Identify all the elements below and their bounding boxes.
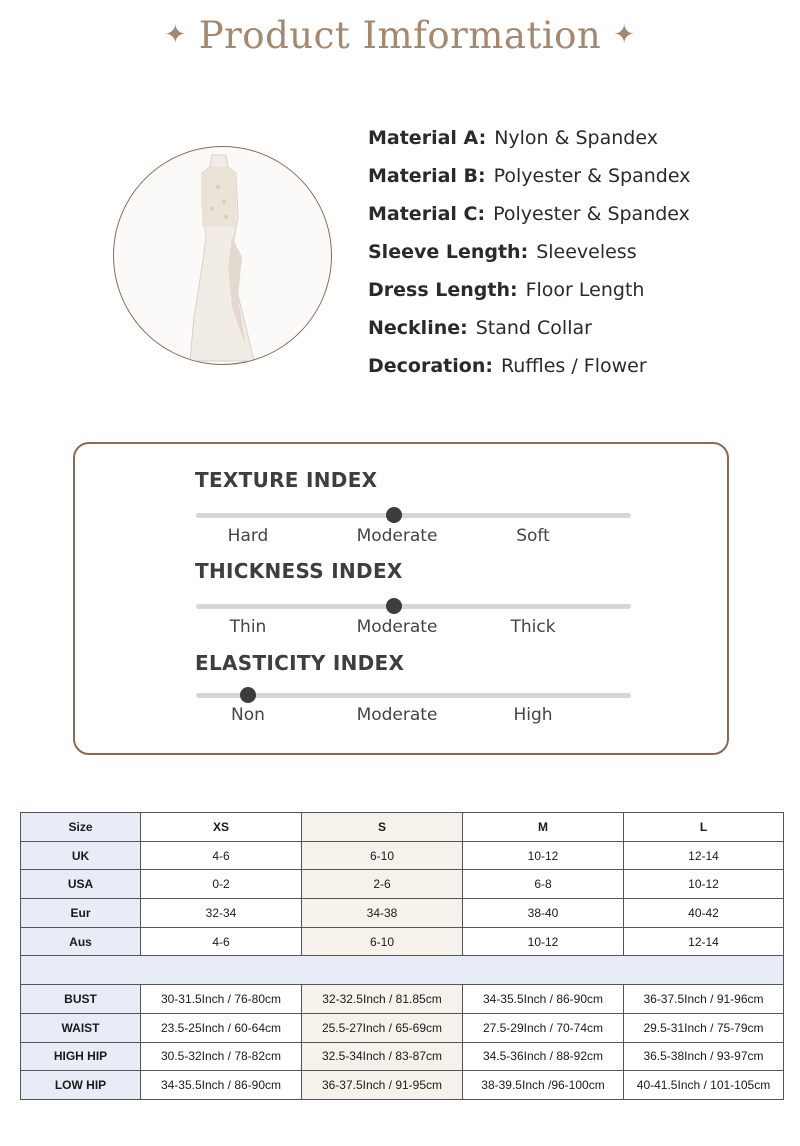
info-value: Polyester & Spandex: [493, 165, 691, 187]
table-cell: 34.5-36Inch / 88-92cm: [463, 1042, 624, 1071]
index-title: THICKNESS INDEX: [195, 559, 403, 583]
title-text: Product Imformation: [198, 14, 602, 57]
table-cell: 30.5-32Inch / 78-82cm: [141, 1042, 302, 1071]
info-value: Stand Collar: [475, 317, 592, 339]
row-header: WAIST: [21, 1013, 141, 1042]
texture-index: [195, 468, 635, 546]
table-row: [21, 899, 784, 928]
table-cell: 25.5-27Inch / 65-69cm: [302, 1013, 463, 1042]
sparkle-icon: ✦: [164, 20, 187, 50]
info-key: Dress Length:: [368, 279, 518, 301]
index-marker: [386, 598, 402, 614]
page-title: [0, 14, 800, 57]
index-label-low: Thin: [229, 617, 267, 637]
info-value: Polyester & Spandex: [493, 203, 690, 225]
info-material-c: [368, 200, 690, 238]
info-value: Floor Length: [525, 279, 645, 301]
row-header: UK: [21, 841, 141, 870]
table-cell: 10-12: [463, 927, 624, 956]
table-cell: 6-8: [463, 870, 624, 899]
index-label-high: High: [513, 705, 553, 725]
thickness-index: [195, 559, 635, 637]
table-cell: 40-41.5Inch / 101-105cm: [624, 1071, 784, 1100]
info-neckline: [368, 314, 690, 352]
index-track: [196, 693, 631, 698]
info-value: Sleeveless: [536, 241, 637, 263]
table-cell: 32.5-34Inch / 83-87cm: [302, 1042, 463, 1071]
table-cell: 23.5-25Inch / 60-64cm: [141, 1013, 302, 1042]
index-title: ELASTICITY INDEX: [195, 651, 405, 675]
table-row: [21, 1071, 784, 1100]
table-cell: 0-2: [141, 870, 302, 899]
info-key: Material A:: [368, 127, 487, 149]
index-title: TEXTURE INDEX: [195, 468, 378, 492]
index-label-low: Hard: [227, 526, 269, 546]
table-cell: 32-34: [141, 899, 302, 928]
row-header: BUST: [21, 985, 141, 1014]
index-label-high: Soft: [516, 526, 550, 546]
table-divider-row: [21, 956, 784, 985]
product-info-list: [368, 124, 690, 390]
info-key: Decoration:: [368, 355, 493, 377]
info-value: Nylon & Spandex: [494, 127, 658, 149]
table-cell: 27.5-29Inch / 70-74cm: [463, 1013, 624, 1042]
table-cell: 12-14: [624, 841, 784, 870]
table-cell: 34-38: [302, 899, 463, 928]
table-cell: 36-37.5Inch / 91-95cm: [302, 1071, 463, 1100]
index-label-mid: Moderate: [356, 705, 438, 725]
dress-icon: [114, 147, 330, 363]
info-material-b: [368, 162, 690, 200]
info-dress-length: [368, 276, 690, 314]
table-cell: 2-6: [302, 870, 463, 899]
table-cell: 29.5-31Inch / 75-79cm: [624, 1013, 784, 1042]
product-photo: [113, 146, 332, 365]
table-row: [21, 985, 784, 1014]
table-cell: 30-31.5Inch / 76-80cm: [141, 985, 302, 1014]
column-header: Size: [21, 813, 141, 842]
table-cell: 40-42: [624, 899, 784, 928]
info-decoration: [368, 352, 690, 390]
info-sleeve-length: [368, 238, 690, 276]
index-marker: [386, 507, 402, 523]
info-key: Material C:: [368, 203, 486, 225]
size-chart-table: [20, 812, 784, 1100]
table-cell: 10-12: [624, 870, 784, 899]
table-cell: 38-40: [463, 899, 624, 928]
table-row: [21, 1013, 784, 1042]
table-row: [21, 1042, 784, 1071]
row-header: LOW HIP: [21, 1071, 141, 1100]
column-header: M: [463, 813, 624, 842]
column-header: S: [302, 813, 463, 842]
table-row: [21, 870, 784, 899]
row-header: USA: [21, 870, 141, 899]
info-value: Ruffles / Flower: [500, 355, 647, 377]
row-header: Eur: [21, 899, 141, 928]
index-marker: [240, 687, 256, 703]
column-header: L: [624, 813, 784, 842]
table-row: [21, 841, 784, 870]
table-cell: 10-12: [463, 841, 624, 870]
table-cell: 12-14: [624, 927, 784, 956]
table-cell: 4-6: [141, 841, 302, 870]
table-cell: 36.5-38Inch / 93-97cm: [624, 1042, 784, 1071]
column-header: XS: [141, 813, 302, 842]
table-cell: 6-10: [302, 841, 463, 870]
info-key: Sleeve Length:: [368, 241, 529, 263]
elasticity-index: [195, 651, 635, 725]
table-cell: 32-32.5Inch / 81.85cm: [302, 985, 463, 1014]
row-header: HIGH HIP: [21, 1042, 141, 1071]
index-label-low: Non: [231, 705, 265, 725]
table-cell: 6-10: [302, 927, 463, 956]
info-key: Material B:: [368, 165, 486, 187]
table-cell: 34-35.5Inch / 86-90cm: [463, 985, 624, 1014]
sparkle-icon: ✦: [613, 20, 636, 50]
index-track: [196, 513, 631, 518]
table-cell: 38-39.5Inch /96-100cm: [463, 1071, 624, 1100]
index-track: [196, 604, 631, 609]
table-cell: 36-37.5Inch / 91-96cm: [624, 985, 784, 1014]
table-header-row: [21, 813, 784, 842]
row-header: Aus: [21, 927, 141, 956]
index-label-mid: Moderate: [356, 526, 438, 546]
index-label-mid: Moderate: [356, 617, 438, 637]
divider-cell: [21, 956, 784, 985]
table-cell: 34-35.5Inch / 86-90cm: [141, 1071, 302, 1100]
info-key: Neckline:: [368, 317, 468, 339]
table-cell: 4-6: [141, 927, 302, 956]
table-row: [21, 927, 784, 956]
index-label-high: Thick: [510, 617, 556, 637]
info-material-a: [368, 124, 690, 162]
